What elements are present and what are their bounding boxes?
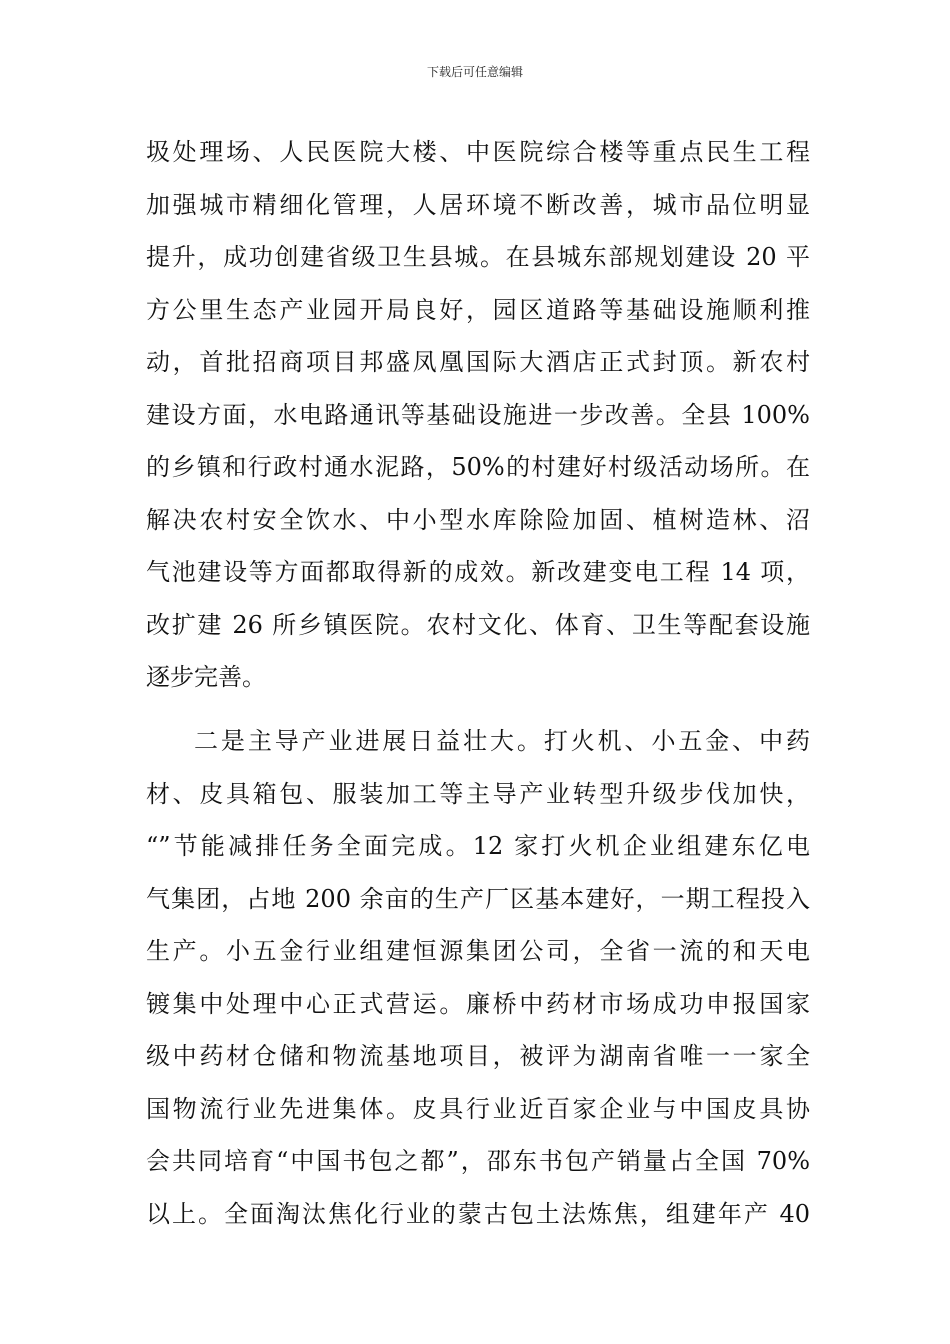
text-line: 气池建设等方面都取得新的成效。新改建变电工程 14 项， bbox=[146, 558, 810, 586]
page-header-note: 下载后可任意编辑 bbox=[426, 65, 523, 79]
text-line: 镀集中处理中心正式营运。廉桥中药材市场成功申报国家 bbox=[146, 989, 810, 1018]
text-line: 材、皮具箱包、服装加工等主导产业转型升级步伐加快， bbox=[146, 779, 810, 808]
text-line: 建设方面，水电路通讯等基础设施进一步改善。全县 100% bbox=[146, 400, 810, 429]
text-line: 二是主导产业进展日益壮大。打火机、小五金、中药 bbox=[194, 727, 810, 755]
text-line: 逐步完善。 bbox=[146, 663, 266, 691]
text-line: 方公里生态产业园开局良好，园区道路等基础设施顺利推 bbox=[146, 295, 810, 324]
text-line: 提升，成功创建省级卫生县城。在县城东部规划建设 20 平 bbox=[146, 243, 810, 271]
text-line: 解决农村安全饮水、中小型水库除险加固、植树造林、沼 bbox=[146, 505, 810, 534]
text-line: 以上。全面淘汰焦化行业的蒙古包土法炼焦，组建年产 40 bbox=[146, 1199, 810, 1228]
text-line: 改扩建 26 所乡镇医院。农村文化、体育、卫生等配套设施 bbox=[146, 610, 810, 639]
text-line: 的乡镇和行政村通水泥路，50%的村建好村级活动场所。在 bbox=[146, 453, 810, 481]
text-line: 动，首批招商项目邦盛凤凰国际大酒店正式封顶。新农村 bbox=[146, 348, 810, 376]
text-line: 圾处理场、人民医院大楼、中医院综合楼等重点民生工程 bbox=[146, 138, 810, 166]
text-line: 气集团，占地 200 余亩的生产厂区基本建好，一期工程投入 bbox=[146, 884, 810, 913]
paragraph-2 bbox=[146, 715, 810, 1240]
paragraph-1 bbox=[146, 126, 810, 704]
text-line: 生产。小五金行业组建恒源集团公司，全省一流的和天电 bbox=[146, 937, 810, 965]
text-line: “”节能减排任务全面完成。12 家打火机企业组建东亿电 bbox=[146, 832, 810, 860]
text-line: 会共同培育“中国书包之都”，邵东书包产销量占全国 70% bbox=[146, 1147, 810, 1175]
text-line: 加强城市精细化管理，人居环境不断改善，城市品位明显 bbox=[146, 190, 810, 219]
text-line: 国物流行业先进集体。皮具行业近百家企业与中国皮具协 bbox=[146, 1094, 810, 1123]
text-line: 级中药材仓储和物流基地项目，被评为湖南省唯一一家全 bbox=[146, 1042, 810, 1070]
